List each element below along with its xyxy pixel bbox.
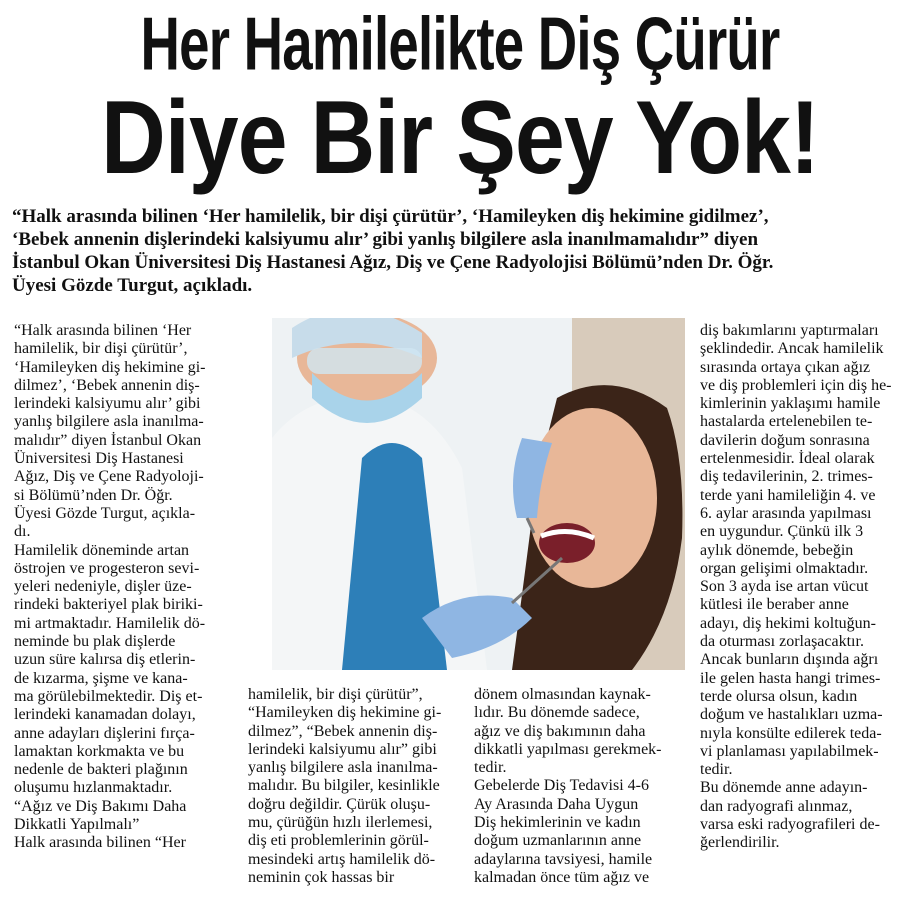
article-line: si Bölümü’nden Dr. Öğr. xyxy=(14,486,173,504)
article-line: lerindeki kalsiyumu alır” gibi xyxy=(248,740,437,758)
article-line: hamilelik, bir dişi çürütür”, xyxy=(248,686,423,703)
article-line: Bu dönemde anne adayın- xyxy=(700,779,868,797)
article-line: ma görülebilmektedir. Diş et- xyxy=(14,687,203,705)
article-line: Dikkatli Yapılmalı” xyxy=(14,816,140,834)
article-line: hastalarda ertelenebilen te- xyxy=(700,413,873,431)
article-line: Üyesi Gözde Turgut, açıkla- xyxy=(14,504,196,522)
lead-line: ‘Bebek annenin dişlerindeki kalsiyumu alır’ gibi yanlış bilgilere asla inanılmamalıdır” diyen xyxy=(12,229,759,250)
article-line: “Halk arasında bilinen ‘Her xyxy=(14,322,192,339)
article-line: dan radyografi alınmaz, xyxy=(700,797,853,815)
article-line: “Hamileyken diş hekimine gi- xyxy=(248,704,442,722)
article-line: hamilelik, bir dişi çürütür’, xyxy=(14,340,188,358)
article-line: dilmez”, “Bebek annenin diş- xyxy=(248,722,438,740)
article-line: lıdır. Bu dönemde sadece, xyxy=(474,704,640,722)
article-column-3 xyxy=(474,686,684,887)
article-column-4 xyxy=(700,322,915,853)
article-line: varsa eski radyografileri de- xyxy=(700,816,880,834)
article-line: Diş hekimlerinin ve kadın xyxy=(474,814,641,832)
article-line: adayı, diş hekimi koltuğun- xyxy=(700,614,876,632)
article-line: ağız ve diş bakımının daha xyxy=(474,722,646,740)
article-line: oluşumu hızlanmaktadır. xyxy=(14,779,173,797)
article-line: “Ağız ve Diş Bakımı Daha xyxy=(14,797,187,815)
article-line: mu, çürüğün hızlı ilerlemesi, xyxy=(248,814,433,832)
article-line: doğum ve hastalıkları uzma- xyxy=(700,706,883,724)
lead-line: “Halk arasında bilinen ‘Her hamilelik, bir dişi çürütür’, ‘Hamileyken diş hekimine gidilmez’, xyxy=(12,206,769,227)
lead-paragraph xyxy=(12,205,912,297)
article-line: Ay Arasında Daha Uygun xyxy=(474,795,639,813)
article-line: yeleri nedeniyle, dişler üze- xyxy=(14,578,192,596)
article-line: ‘Hamileyken diş hekimine gi- xyxy=(14,358,206,376)
lead-line: İstanbul Okan Üniversitesi Diş Hastanesi Ağız, Diş ve Çene Radyolojisi Bölümü’nden Dr. Öğr. xyxy=(12,252,774,273)
article-line: lamaktan korkmakta ve bu xyxy=(14,742,185,760)
headline-line-2: Diye Bir Şey Yok! xyxy=(101,80,819,196)
article-line: da oturması zorlaşacaktır. xyxy=(700,633,864,651)
article-line: nıyla konsülte edilerek teda- xyxy=(700,724,882,742)
article-column-1 xyxy=(14,322,244,853)
article-line: tedir. xyxy=(700,761,733,779)
article-line: Hamilelik döneminde artan xyxy=(14,541,190,559)
article-line: rindeki bakteriyel plak biriki- xyxy=(14,596,203,614)
dentist-patient-photo xyxy=(272,318,685,670)
article-line: terde yani hamileliğin 4. ve xyxy=(700,486,876,504)
article-line: nedenle de bakteri plağının xyxy=(14,761,188,779)
article-line: dikkatli yapılması gerekmek- xyxy=(474,740,662,758)
article-line: lerindeki kalsiyumu alır’ gibi xyxy=(14,395,201,413)
article-line: diş bakımlarını yaptırmaları xyxy=(700,322,879,339)
article-line: Gebelerde Diş Tedavisi 4-6 xyxy=(474,777,649,795)
article-line: kalmadan önce tüm ağız ve xyxy=(474,868,650,886)
article-line: mesindeki artış hamilelik dö- xyxy=(248,850,436,868)
article-line: kimlerinin yaklaşımı hamile xyxy=(700,395,881,413)
lead-line: Üyesi Gözde Turgut, açıkladı. xyxy=(12,275,253,296)
article-line: ve diş problemleri için diş he- xyxy=(700,376,892,394)
article-line: neminin çok hassas bir xyxy=(248,868,395,886)
article-line: diş eti problemlerinin görül- xyxy=(248,832,429,850)
article-line: dönem olmasından kaynak- xyxy=(474,686,651,703)
article-line: kütlesi ile beraber anne xyxy=(700,596,849,614)
article-line: tedir. xyxy=(474,759,507,777)
dentist-patient-photo-icon xyxy=(272,318,685,670)
article-line: şeklindedir. Ancak hamilelik xyxy=(700,340,884,358)
article-line: Ağız, Diş ve Çene Radyoloji- xyxy=(14,468,204,486)
article-line: Ancak bunların dışında ağrı xyxy=(700,651,879,669)
article-line: aylık dönemde, bebeğin xyxy=(700,541,854,559)
article-line: malıdır. Bu bilgiler, kesinlikle xyxy=(248,777,440,795)
article-line: 6. aylar arasında yapılması xyxy=(700,504,872,522)
article-line: terde olursa olsun, kadın xyxy=(700,687,858,705)
article-line: doğru değildir. Çürük oluşu- xyxy=(248,795,431,813)
article-line: dilmez’, ‘Bebek annenin diş- xyxy=(14,376,200,394)
article-line: yanlış bilgilere asla inanılma- xyxy=(248,759,438,777)
article-line: davilerin doğum sonrasına xyxy=(700,431,870,449)
article-line: sırasında ortaya çıkan ağız xyxy=(700,358,871,376)
article-line: vi planlaması yapılabilmek- xyxy=(700,742,879,760)
article-line: diş tedavilerinin, 2. trimes- xyxy=(700,468,873,486)
article-line: adaylarına tavsiyesi, hamile xyxy=(474,850,653,868)
article-line: malıdır” diyen İstanbul Okan xyxy=(14,431,202,449)
article-column-2 xyxy=(248,686,458,887)
article-line: ile gelen hasta hangi trimes- xyxy=(700,669,881,687)
article-line: Üniversitesi Diş Hastanesi xyxy=(14,450,184,468)
article-line: doğum uzmanlarının anne xyxy=(474,832,642,850)
article-line: neminde bu plak dişlerde xyxy=(14,633,176,651)
article-line: mi artmaktadır. Hamilelik dö- xyxy=(14,614,206,632)
article-line: anne adayları dişlerini fırça- xyxy=(14,724,195,742)
article-line: organ gelişimi olmaktadır. xyxy=(700,559,869,577)
article-line: lerindeki kanamadan dolayı, xyxy=(14,706,196,724)
article-line: Son 3 ayda ise artan vücut xyxy=(700,578,869,596)
article-line: uzun süre kalırsa diş etlerin- xyxy=(14,651,196,669)
article-line: de kızarma, şişme ve kana- xyxy=(14,669,188,687)
article-line: en uygundur. Çünkü ilk 3 xyxy=(700,523,864,541)
article-line: dı. xyxy=(14,523,31,541)
article-line: ğerlendirilir. xyxy=(700,834,780,852)
article-line: ertelenmesidir. İdeal olarak xyxy=(700,450,875,468)
headline-line-1: Her Hamilelikte Diş Çürür xyxy=(140,1,780,86)
article-line: yanlış bilgilere asla inanılma- xyxy=(14,413,204,431)
article-line: Halk arasında bilinen “Her xyxy=(14,834,186,852)
article-line: östrojen ve progesteron sevi- xyxy=(14,559,200,577)
